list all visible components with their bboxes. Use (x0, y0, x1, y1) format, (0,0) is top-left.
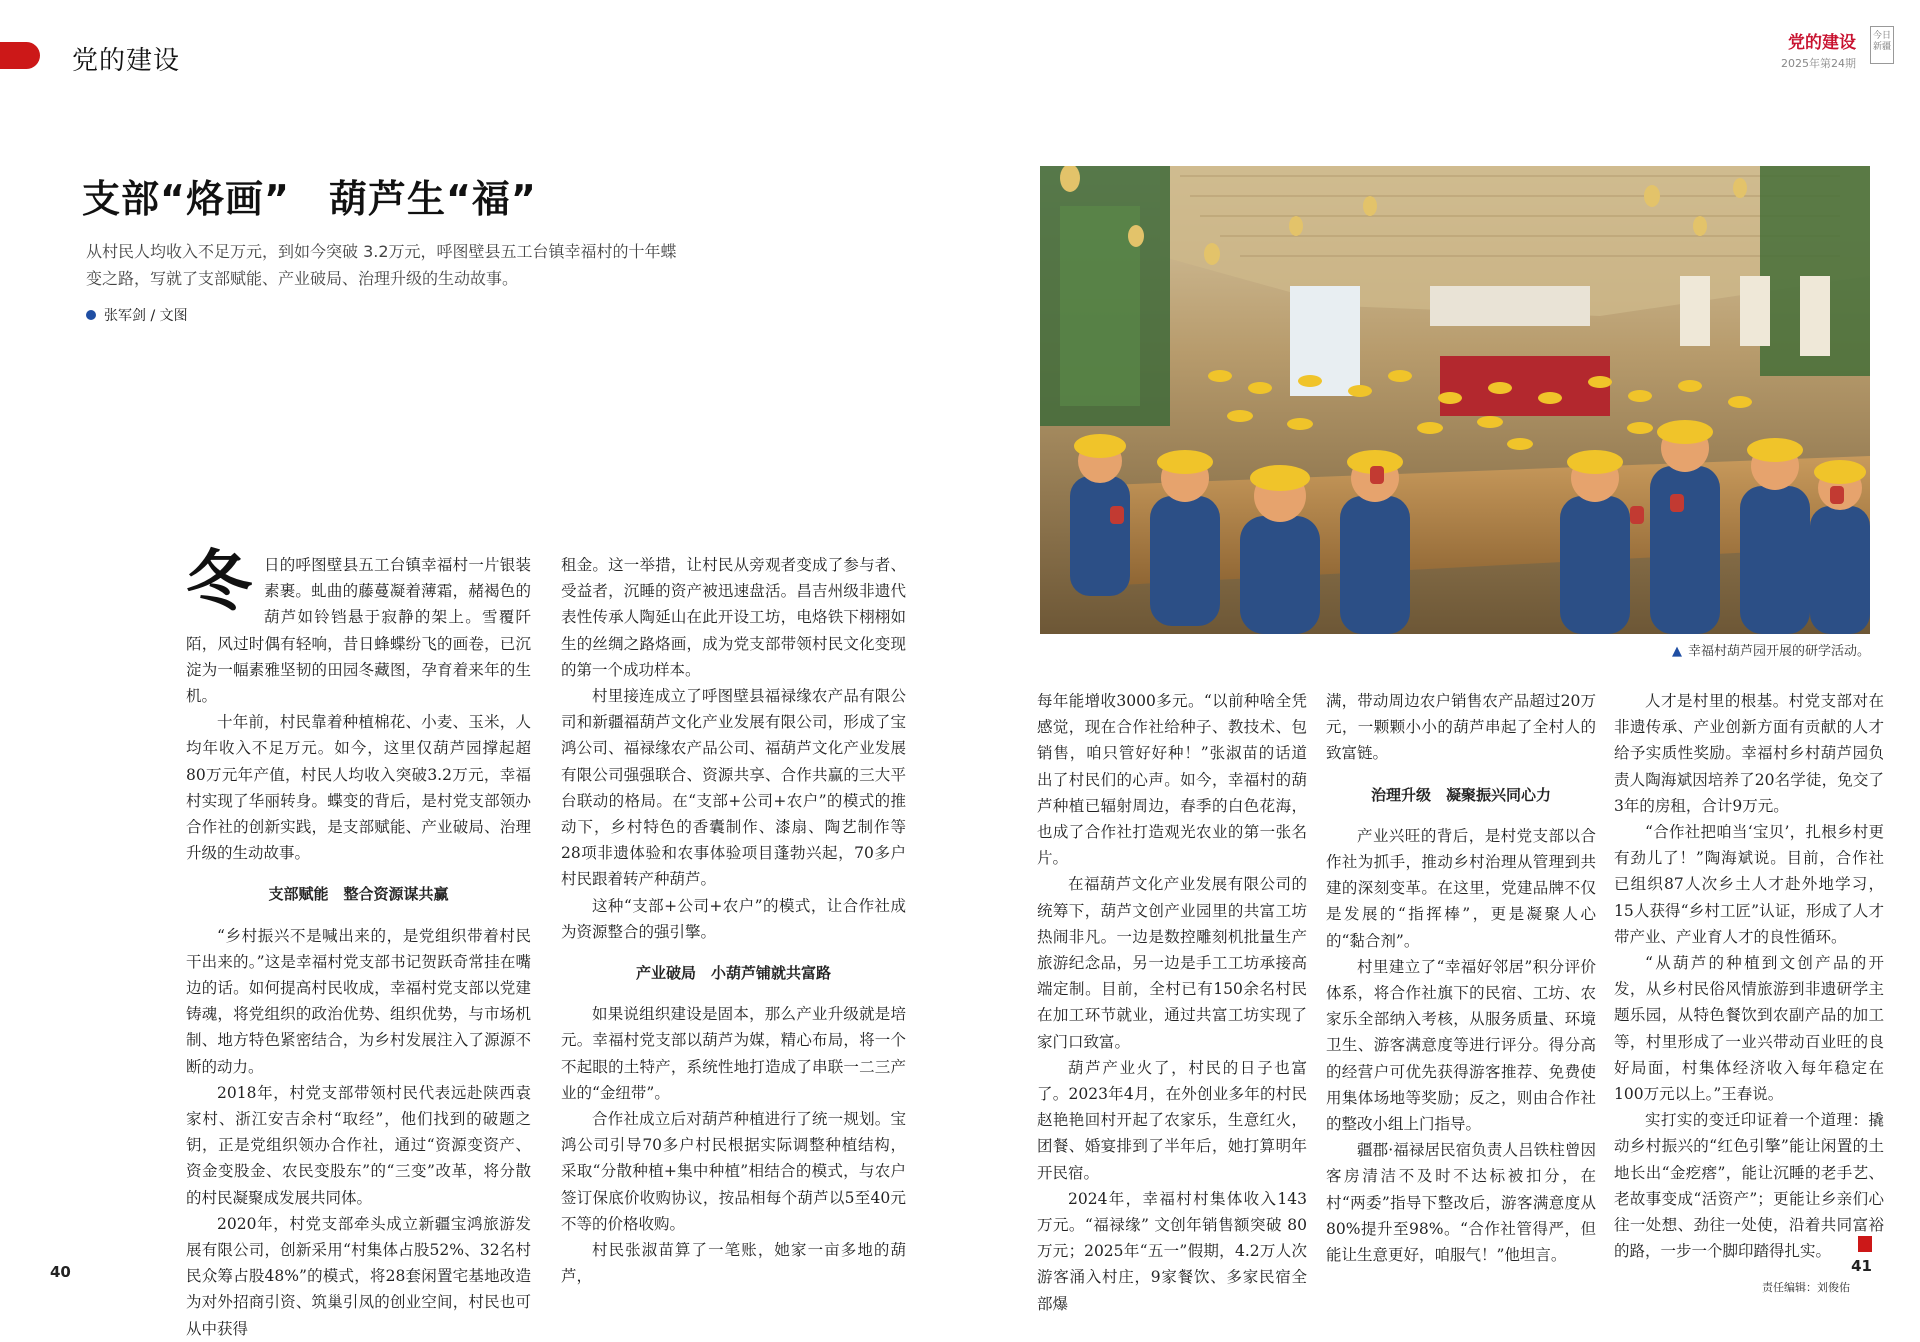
paragraph: 每年能增收3000多元。“以前种啥全凭感觉，现在合作社给种子、教技术、包销售，咱只管好好种！”张淑苗的话道出了村民们的心声。如今，幸福村的葫芦种植已辐射周边，春季的白色花海，也成了合作社打造观光农业的第一张名片。 (1037, 692, 1307, 868)
caption-triangle-icon: ▲ (1671, 644, 1682, 659)
caption-text: 幸福村葫芦园开展的研学活动。 (1687, 644, 1870, 659)
article-lead: 从村民人均收入不足万元，到如今突破 3.2万元，呼图壁县五工台镇幸福村的十年蝶变之路，写就了支部赋能、产业破局、治理升级的生动故事。 (86, 242, 677, 288)
byline-bullet-icon (86, 310, 96, 320)
paragraph: 产业兴旺的背后，是村党支部以合作社为抓手，推动乡村治理从管理到共建的深刻变革。在这里，党建品牌不仅是发展的“指挥棒”，更是凝聚人心的“黏合剂”。 (1326, 826, 1596, 950)
text-column-2 (561, 552, 906, 1289)
paragraph: “乡村振兴不是喊出来的，是党组织带着村民干出来的。”这是幸福村党支部书记贺跃奇常挂在嘴边的话。如何提高村民收成，幸福村党支部以党建铸魂，将党组织的政治优势、组织优势，与市场机制、地方特色紧密结合，为乡村发展注入了源源不断的动力。 (186, 926, 531, 1076)
page-number-right: 41 (1851, 1257, 1872, 1275)
section-label: 党的建设 (72, 46, 181, 76)
text-column-4 (1326, 688, 1596, 1268)
magazine-logo: 今日 新疆 (1870, 26, 1894, 64)
byline-text: 张军剑 / 文图 (104, 308, 188, 324)
paragraph: 如果说组织建设是固本，那么产业升级就是培元。幸福村党支部以葫芦为媒，精心布局，将一个不起眼的土特产，系统性地打造成了串联一二三产业的“金纽带”。 (561, 1005, 906, 1102)
subheading: 支部赋能 整合资源谋共赢 (268, 885, 449, 904)
study-activity-photo (1040, 166, 1870, 634)
paragraph: 2024年，幸福村村集体收入143万元。“福禄缘” 文创年销售额突破 80万元；2025年“五一”假期，4.2万人次游客涌入村庄，9家餐饮、多家民宿全部爆 (1037, 1189, 1307, 1313)
paragraph: 在福葫芦文化产业发展有限公司的统筹下，葫芦文创产业园里的共富工坊热闹非凡。一边是数控雕刻机批量生产旅游纪念品，另一边是手工工坊承接高端定制。目前，全村已有150余名村民在加工环节就业，通过共富工坊实现了家门口致富。 (1037, 875, 1307, 1051)
text-column-3 (1037, 688, 1307, 1317)
paragraph: “合作社把咱当‘宝贝’，扎根乡村更有劲儿了！”陶海斌说。目前，合作社已组织87人次乡土人才赴外地学习，15人获得“乡村工匠”认证，形成了人才带产业、产业育人才的良性循环。 (1614, 823, 1884, 946)
paragraph (186, 542, 531, 709)
editor-credit: 责任编辑：刘俊佑 (1762, 1281, 1850, 1294)
drop-cap: 冬 (186, 542, 252, 620)
paragraph: 合作社成立后对葫芦种植进行了统一规划。宝鸿公司引导70多户村民根据实际调整种植结构，采取“分散种植+集中种植”相结合的模式，与农户签订保底价收购协议，按品相每个葫芦以5至40元不等的价格收购。 (561, 1110, 906, 1233)
paragraph: 2020年，村党支部牵头成立新疆宝鸿旅游发展有限公司，创新采用“村集体占股52%、32名村民众筹占股48%”的模式，将28套闲置宅基地改造为对外招商引资、筑巢引凤的创业空间，村民也可从中获得 (186, 1214, 531, 1338)
subheading: 产业破局 小葫芦铺就共富路 (635, 964, 831, 983)
paragraph: 十年前，村民靠着种植棉花、小麦、玉米，人均年收入不足万元。如今，这里仅葫芦园撑起超80万元年产值，村民人均收入突破3.2万元，幸福村实现了华丽转身。蝶变的背后，是村党支部领办合作社的创新实践，是支部赋能、产业破局、治理升级的生动故事。 (186, 713, 531, 863)
byline (86, 305, 188, 325)
paragraph: “从葫芦的种植到文创产品的开发，从乡村民俗风情旅游到非遗研学主题乐园，从特色餐饮到农副产品的加工等，村里形成了一业兴带动百业旺的良好局面，村集体经济收入每年稳定在100万元以上。”王春说。 (1614, 954, 1884, 1104)
brand-name: 党的建设 (1788, 33, 1856, 53)
paragraph-text: 日的呼图壁县五工台镇幸福村一片银装素裹。虬曲的藤蔓凝着薄霜，赭褐色的葫芦如铃铛悬于寂静的架上。雪覆阡陌，风过时偶有轻响，昔日蜂蝶纷飞的画卷，已沉淀为一幅素雅坚韧的田园冬藏图，孕育着来年的生机。 (186, 556, 531, 706)
text-column-1 (186, 542, 531, 1342)
paragraph: 满，带动周边农户销售农产品超过20万元，一颗颗小小的葫芦串起了全村人的致富链。 (1326, 692, 1596, 763)
paragraph: 村里接连成立了呼图壁县福禄缘农产品有限公司和新疆福葫芦文化产业发展有限公司，形成了宝鸿公司、福禄缘农产品公司、福葫芦文化产业发展有限公司强强联合、资源共享、合作共赢的三大平台联动的格局。在“支部+公司+农户”的模式的推动下，乡村特色的香囊制作、漆扇、陶艺制作等28项非遗体验和农事体验项目蓬勃兴起，70多户村民跟着转产种葫芦。 (561, 687, 906, 889)
paragraph: 葫芦产业火了，村民的日子也富了。2023年4月，在外创业多年的村民赵艳艳回村开起了农家乐，生意红火，团餐、婚宴排到了半年后，她打算明年开民宿。 (1037, 1058, 1307, 1182)
article-photo (1040, 166, 1870, 634)
article-title: 支部“烙画” 葫芦生“福” (82, 177, 537, 221)
subheading: 治理升级 凝聚振兴同心力 (1370, 785, 1551, 804)
paragraph: 疆郡·福禄居民宿负责人吕铁柱曾因客房清洁不及时不达标被扣分，在村“两委”指导下整改后，游客满意度从80%提升至98%。“合作社管得严，但能让生意更好，咱服气！”他坦言。 (1326, 1141, 1596, 1265)
text-column-5 (1614, 688, 1884, 1264)
page-number-left: 40 (50, 1263, 71, 1281)
paragraph: 租金。这一举措，让村民从旁观者变成了参与者、受益者，沉睡的资产被迅速盘活。昌吉州级非遗代表性传承人陶延山在此开设工坊，电烙铁下栩栩如生的丝绸之路烙画，成为党支部带领村民文化变现的第一个成功样本。 (561, 556, 906, 679)
masthead (1781, 28, 1856, 71)
paragraph: 这种“支部+公司+农户”的模式，让合作社成为资源整合的强引擎。 (561, 896, 906, 941)
issue-number: 2025年第24期 (1781, 57, 1856, 70)
paragraph: 实打实的变迁印证着一个道理：撬动乡村振兴的“红色引擎”能让闲置的土地长出“金疙瘩”，能让沉睡的老手艺、老故事变成“活资产”；更能让乡亲们心往一处想、劲往一处使，沿着共同富裕的路，一步一个脚印踏得扎实。 (1614, 1111, 1884, 1261)
article-end-mark (1858, 1236, 1872, 1252)
section-tab (0, 42, 40, 69)
photo-caption (1672, 640, 1870, 659)
paragraph: 2018年，村党支部带领村民代表远赴陕西袁家村、浙江安吉余村“取经”，他们找到的破题之钥，正是党组织领办合作社，通过“资源变资产、资金变股金、农民变股东”的“三变”改革，将分散的村民凝聚成发展共同体。 (186, 1083, 531, 1207)
paragraph: 村民张淑苗算了一笔账，她家一亩多地的葫芦， (561, 1241, 906, 1286)
paragraph: 村里建立了“幸福好邻居”积分评价体系，将合作社旗下的民宿、工坊、农家乐全部纳入考核，从服务质量、环境卫生、游客满意度等进行评分。得分高的经营户可优先获得游客推荐、免费使用集体场地等奖励；反之，则由合作社的整改小组上门指导。 (1326, 957, 1596, 1134)
paragraph: 人才是村里的根基。村党支部对在非遗传承、产业创新方面有贡献的人才给予实质性奖励。幸福村乡村葫芦园负责人陶海斌因培养了20名学徒，免交了3年的房租，合计9万元。 (1614, 692, 1884, 815)
